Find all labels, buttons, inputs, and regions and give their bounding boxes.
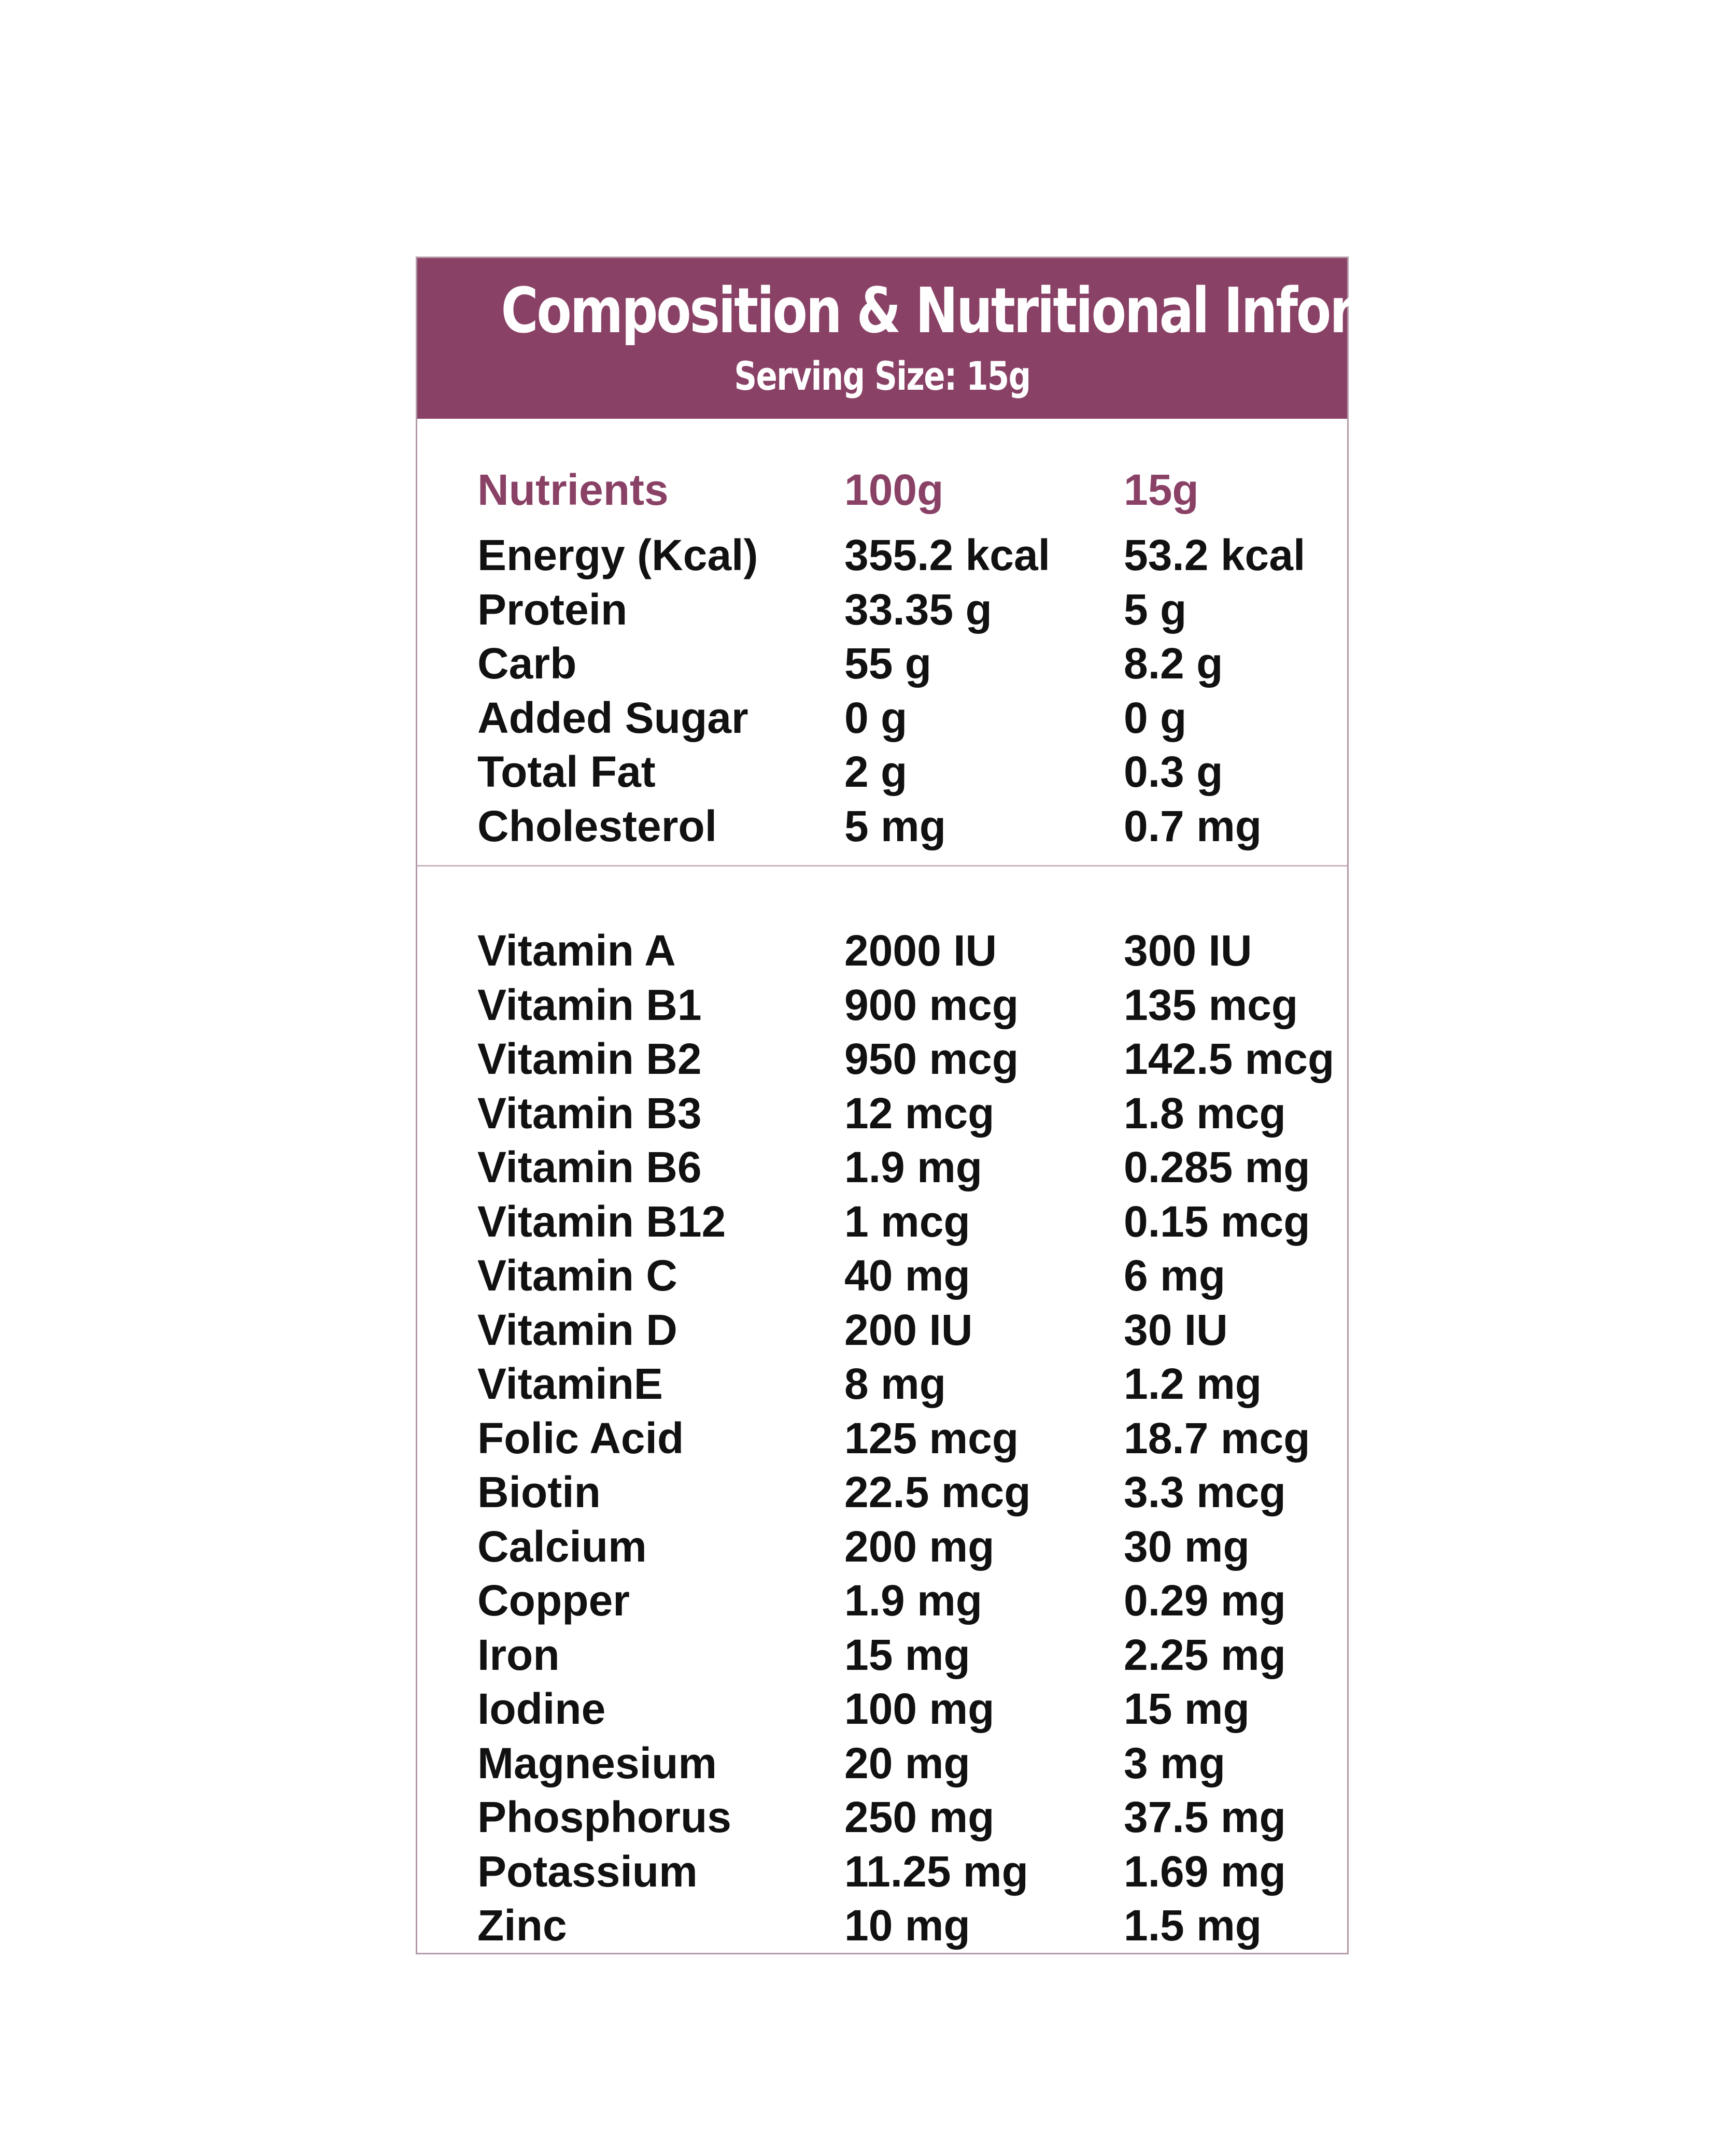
nutrient-name: Potassium	[477, 1847, 698, 1896]
value-per-serving: 6 mg	[1124, 1251, 1226, 1300]
value-per-serving: 30 mg	[1124, 1522, 1250, 1571]
panel-title: Composition & Nutritional Information	[501, 275, 1544, 347]
table-row	[417, 1303, 1347, 1357]
nutrient-name: VitaminE	[477, 1359, 663, 1408]
value-per-100g: 15 mg	[844, 1630, 970, 1679]
nutrient-name: Energy (Kcal)	[477, 531, 758, 579]
nutrient-name: Phosphorus	[477, 1793, 732, 1841]
nutrient-name: Folic Acid	[477, 1413, 684, 1463]
table-row	[417, 1573, 1347, 1627]
nutrient-name: Vitamin B6	[477, 1143, 702, 1192]
value-per-serving: 2.25 mg	[1124, 1630, 1286, 1679]
table-row	[417, 691, 1347, 745]
value-per-100g: 12 mcg	[844, 1088, 995, 1138]
table-row	[417, 799, 1347, 853]
table-row	[417, 1249, 1347, 1302]
value-per-serving: 3 mg	[1124, 1738, 1226, 1788]
table-row	[417, 1898, 1347, 1952]
value-per-100g: 2 g	[844, 747, 908, 796]
table-row	[417, 1465, 1347, 1519]
table-row	[417, 745, 1347, 799]
value-per-serving: 0.15 mcg	[1124, 1197, 1310, 1246]
table-row	[417, 978, 1347, 1032]
column-header-15g: 15g	[1124, 465, 1199, 514]
value-per-100g: 20 mg	[844, 1738, 970, 1788]
nutrient-name: Iron	[477, 1630, 560, 1679]
value-per-serving: 1.2 mg	[1124, 1359, 1262, 1408]
nutrient-name: Zinc	[477, 1901, 567, 1950]
table-row	[417, 1195, 1347, 1249]
value-per-serving: 300 IU	[1124, 926, 1252, 975]
value-per-serving: 142.5 mcg	[1124, 1034, 1335, 1083]
value-per-serving: 53.2 kcal	[1124, 531, 1306, 579]
table-row	[417, 1140, 1347, 1194]
nutrition-table	[417, 258, 1544, 1953]
value-per-serving: 135 mcg	[1124, 980, 1298, 1029]
table-row	[417, 1520, 1347, 1573]
table-row	[417, 636, 1347, 690]
nutrient-name: Iodine	[477, 1684, 606, 1733]
value-per-100g: 355.2 kcal	[844, 531, 1051, 579]
nutrient-name: Vitamin B2	[477, 1034, 702, 1083]
nutrient-name: Vitamin B1	[477, 980, 702, 1029]
value-per-100g: 2000 IU	[844, 926, 997, 975]
value-per-100g: 250 mg	[844, 1793, 995, 1841]
table-row	[417, 1357, 1347, 1411]
value-per-serving: 37.5 mg	[1124, 1793, 1286, 1841]
value-per-100g: 40 mg	[844, 1251, 970, 1300]
value-per-100g: 200 mg	[844, 1522, 995, 1571]
value-per-serving: 1.5 mg	[1124, 1901, 1262, 1950]
column-header-100g: 100g	[844, 465, 944, 514]
column-header-nutrients: Nutrients	[477, 465, 669, 514]
nutrient-name: Vitamin A	[477, 926, 676, 975]
table-row	[417, 1845, 1347, 1898]
table-row	[417, 1086, 1347, 1140]
table-header-row	[417, 463, 1347, 517]
value-per-serving: 5 g	[1124, 585, 1187, 634]
table-row	[417, 1411, 1347, 1465]
value-per-100g: 200 IU	[844, 1305, 973, 1354]
value-per-100g: 11.25 mg	[844, 1847, 1028, 1896]
table-row	[417, 1682, 1347, 1736]
value-per-100g: 1.9 mg	[844, 1143, 983, 1192]
value-per-serving: 30 IU	[1124, 1305, 1228, 1354]
value-per-100g: 55 g	[844, 639, 932, 688]
table-row	[417, 583, 1347, 636]
nutrient-name: Biotin	[477, 1468, 601, 1516]
value-per-100g: 1.9 mg	[844, 1576, 983, 1625]
table-row	[417, 924, 1347, 977]
value-per-serving: 0.7 mg	[1124, 801, 1262, 850]
value-per-serving: 1.8 mcg	[1124, 1088, 1286, 1138]
nutrient-name: Vitamin C	[477, 1251, 677, 1300]
nutrient-name: Carb	[477, 639, 577, 688]
nutrient-name: Copper	[477, 1576, 630, 1625]
serving-size: Serving Size: 15g	[734, 353, 1030, 399]
nutrient-name: Protein	[477, 585, 628, 634]
nutrient-name: Magnesium	[477, 1738, 717, 1788]
nutrient-name: Added Sugar	[477, 693, 748, 742]
table-row	[417, 1736, 1347, 1790]
nutrient-name: Calcium	[477, 1522, 647, 1571]
value-per-serving: 18.7 mcg	[1124, 1413, 1310, 1463]
value-per-100g: 100 mg	[844, 1684, 995, 1733]
table-row	[417, 528, 1347, 582]
nutrient-name: Vitamin B12	[477, 1197, 726, 1246]
nutrient-name: Vitamin B3	[477, 1088, 702, 1138]
nutrient-name: Cholesterol	[477, 801, 717, 850]
value-per-100g: 8 mg	[844, 1359, 946, 1408]
nutrient-name: Total Fat	[477, 747, 656, 796]
value-per-100g: 0 g	[844, 693, 908, 742]
value-per-serving: 8.2 g	[1124, 639, 1223, 688]
value-per-100g: 22.5 mcg	[844, 1468, 1031, 1516]
value-per-100g: 125 mcg	[844, 1413, 1019, 1463]
value-per-100g: 950 mcg	[844, 1034, 1019, 1083]
value-per-100g: 33.35 g	[844, 585, 992, 634]
value-per-serving: 1.69 mg	[1124, 1847, 1286, 1896]
value-per-serving: 0.3 g	[1124, 747, 1223, 796]
value-per-serving: 0.29 mg	[1124, 1576, 1286, 1625]
nutrition-panel	[416, 257, 1544, 1954]
value-per-serving: 0 g	[1124, 693, 1187, 742]
nutrient-name: Vitamin D	[477, 1305, 677, 1354]
table-row	[417, 1790, 1347, 1844]
table-row	[417, 1032, 1347, 1086]
value-per-100g: 5 mg	[844, 801, 946, 850]
value-per-serving: 0.285 mg	[1124, 1143, 1310, 1192]
value-per-serving: 3.3 mcg	[1124, 1468, 1286, 1516]
table-row	[417, 1628, 1347, 1682]
value-per-100g: 10 mg	[844, 1901, 970, 1950]
value-per-100g: 1 mcg	[844, 1197, 970, 1246]
value-per-serving: 15 mg	[1124, 1684, 1250, 1733]
value-per-100g: 900 mcg	[844, 980, 1019, 1029]
